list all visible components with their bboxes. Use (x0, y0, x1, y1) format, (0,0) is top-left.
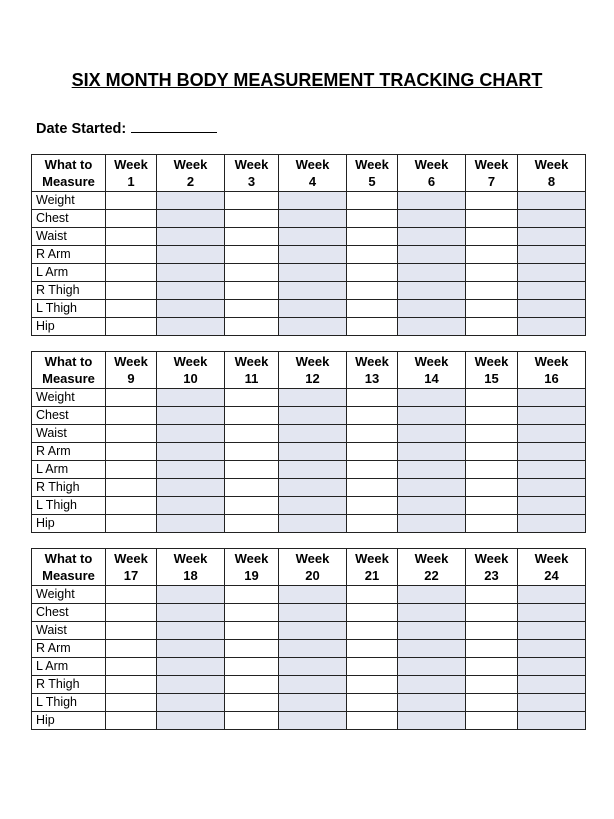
table-row (32, 318, 586, 336)
header-week-24: Week 24 (518, 549, 586, 586)
entry-cell-week-7[interactable] (466, 228, 518, 246)
entry-cell-week-11[interactable] (225, 407, 279, 425)
entry-cell-week-1[interactable] (106, 246, 157, 264)
header-week-19: Week 19 (225, 549, 279, 586)
header-week-20: Week 20 (279, 549, 347, 586)
entry-cell-week-15[interactable] (466, 461, 518, 479)
entry-cell-week-24[interactable] (518, 622, 586, 640)
header-week-4: Week 4 (279, 155, 347, 192)
entry-cell-week-18[interactable] (157, 586, 225, 604)
entry-cell-week-10[interactable] (157, 497, 225, 515)
entry-cell-week-6[interactable] (398, 246, 466, 264)
entry-cell-week-23[interactable] (466, 604, 518, 622)
measurement-table-3 (31, 548, 586, 730)
measurement-label: Waist (32, 228, 106, 246)
entry-cell-week-20[interactable] (279, 712, 347, 730)
entry-cell-week-5[interactable] (347, 246, 398, 264)
table-row (32, 694, 586, 712)
entry-cell-week-17[interactable] (106, 676, 157, 694)
entry-cell-week-2[interactable] (157, 210, 225, 228)
entry-cell-week-22[interactable] (398, 604, 466, 622)
entry-cell-week-21[interactable] (347, 694, 398, 712)
entry-cell-week-16[interactable] (518, 389, 586, 407)
entry-cell-week-21[interactable] (347, 622, 398, 640)
entry-cell-week-24[interactable] (518, 712, 586, 730)
table-row (32, 622, 586, 640)
entry-cell-week-20[interactable] (279, 586, 347, 604)
entry-cell-week-17[interactable] (106, 694, 157, 712)
entry-cell-week-10[interactable] (157, 515, 225, 533)
entry-cell-week-1[interactable] (106, 210, 157, 228)
entry-cell-week-2[interactable] (157, 228, 225, 246)
table-row (32, 461, 586, 479)
entry-cell-week-12[interactable] (279, 461, 347, 479)
measurement-label: L Thigh (32, 497, 106, 515)
entry-cell-week-13[interactable] (347, 497, 398, 515)
entry-cell-week-12[interactable] (279, 515, 347, 533)
table-row (32, 246, 586, 264)
entry-cell-week-11[interactable] (225, 389, 279, 407)
entry-cell-week-23[interactable] (466, 694, 518, 712)
measurement-label: L Thigh (32, 694, 106, 712)
entry-cell-week-5[interactable] (347, 300, 398, 318)
entry-cell-week-16[interactable] (518, 515, 586, 533)
header-week-21: Week 21 (347, 549, 398, 586)
entry-cell-week-8[interactable] (518, 210, 586, 228)
entry-cell-week-2[interactable] (157, 264, 225, 282)
entry-cell-week-7[interactable] (466, 246, 518, 264)
measurement-label: L Arm (32, 658, 106, 676)
entry-cell-week-24[interactable] (518, 640, 586, 658)
entry-cell-week-2[interactable] (157, 246, 225, 264)
entry-cell-week-3[interactable] (225, 210, 279, 228)
entry-cell-week-14[interactable] (398, 497, 466, 515)
entry-cell-week-20[interactable] (279, 676, 347, 694)
entry-cell-week-15[interactable] (466, 389, 518, 407)
entry-cell-week-16[interactable] (518, 497, 586, 515)
entry-cell-week-6[interactable] (398, 300, 466, 318)
entry-cell-week-4[interactable] (279, 264, 347, 282)
header-week-11: Week 11 (225, 352, 279, 389)
entry-cell-week-22[interactable] (398, 676, 466, 694)
table-row (32, 604, 586, 622)
entry-cell-week-2[interactable] (157, 282, 225, 300)
measurement-label: Waist (32, 425, 106, 443)
date-started-row (36, 120, 217, 137)
entry-cell-week-19[interactable] (225, 676, 279, 694)
entry-cell-week-22[interactable] (398, 640, 466, 658)
entry-cell-week-4[interactable] (279, 318, 347, 336)
entry-cell-week-15[interactable] (466, 479, 518, 497)
table-row (32, 264, 586, 282)
measurement-label: Chest (32, 407, 106, 425)
entry-cell-week-9[interactable] (106, 515, 157, 533)
table-header-row (32, 549, 586, 586)
header-week-22: Week 22 (398, 549, 466, 586)
table-row (32, 658, 586, 676)
table-row (32, 515, 586, 533)
entry-cell-week-19[interactable] (225, 658, 279, 676)
entry-cell-week-8[interactable] (518, 228, 586, 246)
measurement-label: R Thigh (32, 479, 106, 497)
entry-cell-week-18[interactable] (157, 640, 225, 658)
table-row (32, 443, 586, 461)
table-header-row (32, 352, 586, 389)
measurement-label: Weight (32, 389, 106, 407)
entry-cell-week-7[interactable] (466, 318, 518, 336)
entry-cell-week-20[interactable] (279, 640, 347, 658)
entry-cell-week-15[interactable] (466, 425, 518, 443)
entry-cell-week-23[interactable] (466, 658, 518, 676)
entry-cell-week-12[interactable] (279, 443, 347, 461)
header-what-to-measure: What to Measure (32, 352, 106, 389)
entry-cell-week-8[interactable] (518, 318, 586, 336)
entry-cell-week-8[interactable] (518, 264, 586, 282)
entry-cell-week-1[interactable] (106, 282, 157, 300)
entry-cell-week-6[interactable] (398, 282, 466, 300)
entry-cell-week-17[interactable] (106, 640, 157, 658)
measurement-label: R Thigh (32, 676, 106, 694)
entry-cell-week-19[interactable] (225, 604, 279, 622)
entry-cell-week-4[interactable] (279, 192, 347, 210)
table-row (32, 425, 586, 443)
measurement-table-2 (31, 351, 586, 533)
entry-cell-week-22[interactable] (398, 694, 466, 712)
header-week-14: Week 14 (398, 352, 466, 389)
entry-cell-week-3[interactable] (225, 192, 279, 210)
entry-cell-week-17[interactable] (106, 604, 157, 622)
entry-cell-week-12[interactable] (279, 407, 347, 425)
entry-cell-week-21[interactable] (347, 712, 398, 730)
entry-cell-week-18[interactable] (157, 622, 225, 640)
entry-cell-week-24[interactable] (518, 694, 586, 712)
entry-cell-week-24[interactable] (518, 676, 586, 694)
entry-cell-week-5[interactable] (347, 228, 398, 246)
entry-cell-week-1[interactable] (106, 228, 157, 246)
measurement-table-1 (31, 154, 586, 336)
table-row (32, 712, 586, 730)
entry-cell-week-15[interactable] (466, 443, 518, 461)
entry-cell-week-24[interactable] (518, 658, 586, 676)
entry-cell-week-12[interactable] (279, 479, 347, 497)
entry-cell-week-3[interactable] (225, 246, 279, 264)
measurement-label: Chest (32, 210, 106, 228)
entry-cell-week-14[interactable] (398, 443, 466, 461)
entry-cell-week-16[interactable] (518, 407, 586, 425)
entry-cell-week-24[interactable] (518, 604, 586, 622)
entry-cell-week-7[interactable] (466, 300, 518, 318)
measurement-label: L Arm (32, 461, 106, 479)
header-week-15: Week 15 (466, 352, 518, 389)
entry-cell-week-9[interactable] (106, 479, 157, 497)
entry-cell-week-14[interactable] (398, 515, 466, 533)
date-started-field[interactable] (131, 120, 217, 133)
measurement-label: Hip (32, 515, 106, 533)
entry-cell-week-3[interactable] (225, 228, 279, 246)
entry-cell-week-10[interactable] (157, 407, 225, 425)
entry-cell-week-11[interactable] (225, 461, 279, 479)
measurement-label: R Arm (32, 640, 106, 658)
measurement-label: L Arm (32, 264, 106, 282)
entry-cell-week-22[interactable] (398, 658, 466, 676)
header-week-23: Week 23 (466, 549, 518, 586)
entry-cell-week-9[interactable] (106, 461, 157, 479)
entry-cell-week-12[interactable] (279, 389, 347, 407)
entry-cell-week-16[interactable] (518, 425, 586, 443)
entry-cell-week-21[interactable] (347, 586, 398, 604)
entry-cell-week-5[interactable] (347, 282, 398, 300)
header-week-16: Week 16 (518, 352, 586, 389)
date-started-label: Date Started: (36, 121, 127, 137)
measurement-label: R Arm (32, 246, 106, 264)
measurement-label: Waist (32, 622, 106, 640)
entry-cell-week-11[interactable] (225, 443, 279, 461)
header-week-2: Week 2 (157, 155, 225, 192)
entry-cell-week-19[interactable] (225, 712, 279, 730)
entry-cell-week-6[interactable] (398, 192, 466, 210)
entry-cell-week-2[interactable] (157, 318, 225, 336)
entry-cell-week-1[interactable] (106, 318, 157, 336)
entry-cell-week-11[interactable] (225, 425, 279, 443)
header-week-8: Week 8 (518, 155, 586, 192)
header-week-5: Week 5 (347, 155, 398, 192)
entry-cell-week-3[interactable] (225, 282, 279, 300)
measurement-label: Chest (32, 604, 106, 622)
header-week-10: Week 10 (157, 352, 225, 389)
table-row (32, 192, 586, 210)
table-row (32, 479, 586, 497)
entry-cell-week-16[interactable] (518, 461, 586, 479)
table-row (32, 407, 586, 425)
entry-cell-week-4[interactable] (279, 246, 347, 264)
entry-cell-week-9[interactable] (106, 389, 157, 407)
entry-cell-week-9[interactable] (106, 443, 157, 461)
entry-cell-week-19[interactable] (225, 586, 279, 604)
page-title: SIX MONTH BODY MEASUREMENT TRACKING CHART (71, 70, 543, 90)
measurement-label: R Thigh (32, 282, 106, 300)
entry-cell-week-23[interactable] (466, 622, 518, 640)
entry-cell-week-20[interactable] (279, 604, 347, 622)
entry-cell-week-5[interactable] (347, 210, 398, 228)
entry-cell-week-11[interactable] (225, 479, 279, 497)
entry-cell-week-17[interactable] (106, 586, 157, 604)
entry-cell-week-7[interactable] (466, 282, 518, 300)
entry-cell-week-17[interactable] (106, 712, 157, 730)
entry-cell-week-1[interactable] (106, 264, 157, 282)
entry-cell-week-8[interactable] (518, 282, 586, 300)
entry-cell-week-18[interactable] (157, 604, 225, 622)
header-week-1: Week 1 (106, 155, 157, 192)
header-week-6: Week 6 (398, 155, 466, 192)
entry-cell-week-2[interactable] (157, 192, 225, 210)
entry-cell-week-18[interactable] (157, 658, 225, 676)
entry-cell-week-3[interactable] (225, 264, 279, 282)
table-row (32, 228, 586, 246)
entry-cell-week-20[interactable] (279, 658, 347, 676)
entry-cell-week-20[interactable] (279, 694, 347, 712)
entry-cell-week-11[interactable] (225, 497, 279, 515)
entry-cell-week-15[interactable] (466, 407, 518, 425)
entry-cell-week-6[interactable] (398, 228, 466, 246)
entry-cell-week-4[interactable] (279, 228, 347, 246)
entry-cell-week-14[interactable] (398, 479, 466, 497)
entry-cell-week-11[interactable] (225, 515, 279, 533)
entry-cell-week-12[interactable] (279, 425, 347, 443)
entry-cell-week-9[interactable] (106, 425, 157, 443)
entry-cell-week-8[interactable] (518, 192, 586, 210)
entry-cell-week-20[interactable] (279, 622, 347, 640)
entry-cell-week-18[interactable] (157, 676, 225, 694)
measurement-label: L Thigh (32, 300, 106, 318)
entry-cell-week-4[interactable] (279, 210, 347, 228)
entry-cell-week-10[interactable] (157, 461, 225, 479)
entry-cell-week-5[interactable] (347, 192, 398, 210)
entry-cell-week-6[interactable] (398, 318, 466, 336)
entry-cell-week-23[interactable] (466, 586, 518, 604)
entry-cell-week-21[interactable] (347, 658, 398, 676)
header-week-13: Week 13 (347, 352, 398, 389)
entry-cell-week-23[interactable] (466, 712, 518, 730)
entry-cell-week-21[interactable] (347, 604, 398, 622)
entry-cell-week-5[interactable] (347, 264, 398, 282)
entry-cell-week-13[interactable] (347, 461, 398, 479)
entry-cell-week-21[interactable] (347, 640, 398, 658)
entry-cell-week-22[interactable] (398, 586, 466, 604)
entry-cell-week-4[interactable] (279, 282, 347, 300)
entry-cell-week-7[interactable] (466, 192, 518, 210)
entry-cell-week-3[interactable] (225, 318, 279, 336)
entry-cell-week-13[interactable] (347, 515, 398, 533)
entry-cell-week-23[interactable] (466, 640, 518, 658)
entry-cell-week-9[interactable] (106, 497, 157, 515)
header-what-to-measure: What to Measure (32, 549, 106, 586)
table-row (32, 586, 586, 604)
entry-cell-week-21[interactable] (347, 676, 398, 694)
entry-cell-week-5[interactable] (347, 318, 398, 336)
entry-cell-week-13[interactable] (347, 389, 398, 407)
measurement-label: Weight (32, 586, 106, 604)
entry-cell-week-6[interactable] (398, 264, 466, 282)
entry-cell-week-6[interactable] (398, 210, 466, 228)
table-row (32, 282, 586, 300)
entry-cell-week-17[interactable] (106, 658, 157, 676)
entry-cell-week-23[interactable] (466, 676, 518, 694)
header-what-to-measure: What to Measure (32, 155, 106, 192)
entry-cell-week-18[interactable] (157, 712, 225, 730)
entry-cell-week-10[interactable] (157, 479, 225, 497)
entry-cell-week-14[interactable] (398, 407, 466, 425)
entry-cell-week-2[interactable] (157, 300, 225, 318)
entry-cell-week-18[interactable] (157, 694, 225, 712)
header-week-12: Week 12 (279, 352, 347, 389)
entry-cell-week-15[interactable] (466, 515, 518, 533)
entry-cell-week-10[interactable] (157, 389, 225, 407)
entry-cell-week-15[interactable] (466, 497, 518, 515)
header-week-7: Week 7 (466, 155, 518, 192)
entry-cell-week-19[interactable] (225, 622, 279, 640)
entry-cell-week-8[interactable] (518, 246, 586, 264)
entry-cell-week-14[interactable] (398, 461, 466, 479)
table-row (32, 497, 586, 515)
table-row (32, 300, 586, 318)
table-row (32, 640, 586, 658)
table-row (32, 210, 586, 228)
entry-cell-week-7[interactable] (466, 264, 518, 282)
entry-cell-week-16[interactable] (518, 479, 586, 497)
entry-cell-week-3[interactable] (225, 300, 279, 318)
entry-cell-week-17[interactable] (106, 622, 157, 640)
entry-cell-week-1[interactable] (106, 192, 157, 210)
entry-cell-week-10[interactable] (157, 425, 225, 443)
entry-cell-week-14[interactable] (398, 425, 466, 443)
table-row (32, 389, 586, 407)
entry-cell-week-16[interactable] (518, 443, 586, 461)
entry-cell-week-14[interactable] (398, 389, 466, 407)
entry-cell-week-4[interactable] (279, 300, 347, 318)
entry-cell-week-13[interactable] (347, 407, 398, 425)
entry-cell-week-13[interactable] (347, 425, 398, 443)
header-week-3: Week 3 (225, 155, 279, 192)
entry-cell-week-19[interactable] (225, 694, 279, 712)
entry-cell-week-8[interactable] (518, 300, 586, 318)
measurement-label: R Arm (32, 443, 106, 461)
entry-cell-week-7[interactable] (466, 210, 518, 228)
measurement-label: Hip (32, 318, 106, 336)
entry-cell-week-13[interactable] (347, 479, 398, 497)
entry-cell-week-22[interactable] (398, 712, 466, 730)
entry-cell-week-19[interactable] (225, 640, 279, 658)
table-header-row (32, 155, 586, 192)
measurement-label: Weight (32, 192, 106, 210)
entry-cell-week-12[interactable] (279, 497, 347, 515)
header-week-17: Week 17 (106, 549, 157, 586)
entry-cell-week-9[interactable] (106, 407, 157, 425)
entry-cell-week-13[interactable] (347, 443, 398, 461)
entry-cell-week-22[interactable] (398, 622, 466, 640)
entry-cell-week-24[interactable] (518, 586, 586, 604)
entry-cell-week-1[interactable] (106, 300, 157, 318)
measurement-label: Hip (32, 712, 106, 730)
header-week-18: Week 18 (157, 549, 225, 586)
table-row (32, 676, 586, 694)
entry-cell-week-10[interactable] (157, 443, 225, 461)
header-week-9: Week 9 (106, 352, 157, 389)
